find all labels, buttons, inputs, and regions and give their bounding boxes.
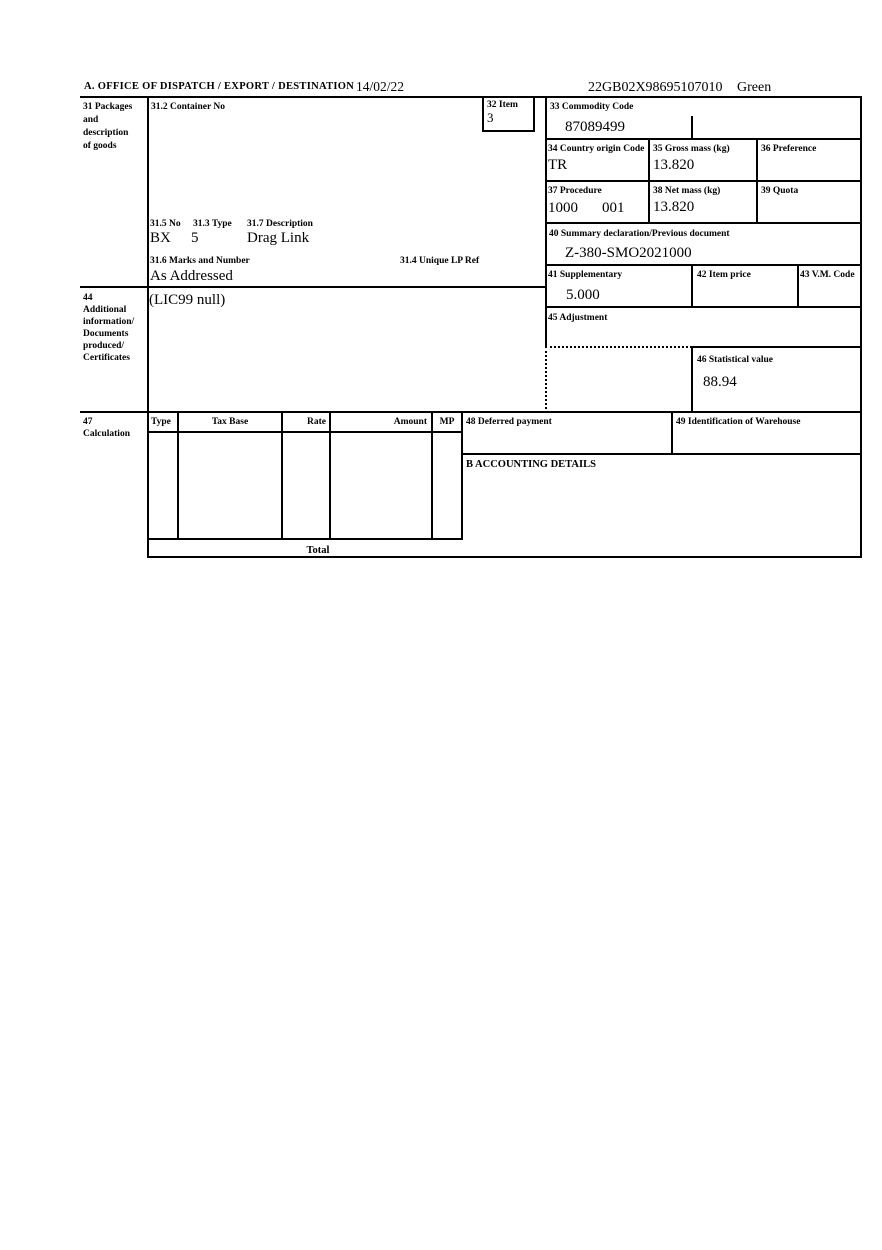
divider: [148, 431, 463, 433]
calc-header-tax-base: Tax Base: [211, 417, 249, 427]
box-31-5-label: 31.5 No: [150, 219, 181, 229]
divider: [545, 180, 862, 182]
divider: [461, 411, 463, 540]
box-42-label: 42 Item price: [697, 270, 751, 280]
divider: [147, 96, 149, 558]
box-39-label: 39 Quota: [761, 186, 799, 196]
divider: [80, 411, 862, 413]
divider: [329, 411, 331, 540]
office-of-dispatch-header: A. OFFICE OF DISPATCH / EXPORT / DESTINATION: [84, 81, 355, 92]
box-31-5-value: BX: [150, 230, 171, 246]
box-43-label: 43 V.M. Code: [800, 270, 855, 280]
box-47-label: 47 Calculation: [83, 417, 130, 439]
box-31-2-label: 31.2 Container No: [151, 102, 225, 112]
box-41-label: 41 Supplementary: [548, 270, 623, 280]
box-34-label: 34 Country origin Code: [548, 144, 645, 154]
calc-header-rate: Rate: [307, 417, 326, 427]
divider: [281, 411, 283, 540]
divider: [648, 138, 650, 224]
box-31-7-value: Drag Link: [247, 230, 310, 246]
divider: [431, 411, 433, 540]
divider: [80, 286, 547, 288]
box-40-label: 40 Summary declaration/Previous document: [549, 229, 730, 239]
box-37-value-1: 1000: [548, 200, 578, 216]
box-33-label: 33 Commodity Code: [550, 102, 634, 112]
divider: [80, 96, 862, 98]
box-44-label: 44 Additional information/ Documents produced/ Certificates: [83, 293, 135, 363]
box-34-value: TR: [548, 157, 568, 173]
calc-header-mp: MP: [439, 417, 455, 427]
divider: [545, 264, 862, 266]
box-31-4-label: 31.4 Unique LP Ref: [400, 256, 480, 266]
divider: [545, 96, 547, 348]
calc-header-type: Type: [151, 417, 171, 427]
calc-total-label: Total: [306, 545, 330, 556]
divider: [545, 138, 862, 140]
divider: [177, 411, 179, 540]
box-46-value: 88.94: [703, 374, 737, 390]
divider: [533, 96, 535, 132]
route-indicator: Green: [737, 80, 772, 95]
divider: [482, 130, 535, 132]
box-41-value: 5.000: [566, 287, 600, 303]
divider: [545, 306, 862, 308]
box-46-label: 46 Statistical value: [697, 355, 773, 365]
divider: [461, 453, 862, 455]
divider: [482, 96, 484, 132]
box-33-value: 87089499: [565, 119, 625, 135]
declaration-date: 14/02/22: [356, 79, 405, 94]
box-38-value: 13.820: [653, 199, 695, 215]
divider: [691, 116, 693, 140]
box-36-label: 36 Preference: [761, 144, 817, 154]
divider: [691, 346, 862, 348]
dotted-divider: [545, 346, 547, 413]
box-44-value: (LIC99 null): [149, 292, 226, 308]
box-31-6-value: As Addressed: [150, 268, 233, 284]
box-38-label: 38 Net mass (kg): [653, 186, 721, 196]
divider: [148, 538, 463, 540]
divider: [148, 556, 862, 558]
entry-reference: 22GB02X98695107010: [588, 80, 723, 95]
box-37-value-2: 001: [602, 200, 625, 216]
divider: [756, 138, 758, 224]
dotted-divider: [545, 346, 692, 348]
divider: [691, 346, 693, 413]
calc-header-amount: Amount: [393, 417, 427, 427]
box-35-label: 35 Gross mass (kg): [653, 144, 730, 154]
accounting-details-label: B ACCOUNTING DETAILS: [466, 459, 596, 470]
box-31-3-value: 5: [191, 230, 199, 246]
box-32-value: 3: [487, 110, 494, 125]
box-37-label: 37 Procedure: [548, 186, 602, 196]
divider: [545, 222, 862, 224]
box-31-6-label: 31.6 Marks and Number: [150, 256, 250, 266]
box-31-3-label: 31.3 Type: [193, 219, 232, 229]
divider: [797, 264, 799, 308]
divider: [691, 264, 693, 308]
divider: [860, 96, 862, 558]
box-32-label: 32 Item: [487, 100, 518, 110]
box-31-7-label: 31.7 Description: [247, 219, 313, 229]
box-40-value: Z-380-SMO2021000: [565, 245, 692, 261]
divider: [671, 411, 673, 455]
box-48-label: 48 Deferred payment: [466, 417, 552, 427]
box-31-label: 31 Packages and description of goods: [83, 102, 133, 151]
box-35-value: 13.820: [653, 157, 695, 173]
box-45-label: 45 Adjustment: [548, 313, 608, 323]
box-49-label: 49 Identification of Warehouse: [676, 417, 801, 427]
